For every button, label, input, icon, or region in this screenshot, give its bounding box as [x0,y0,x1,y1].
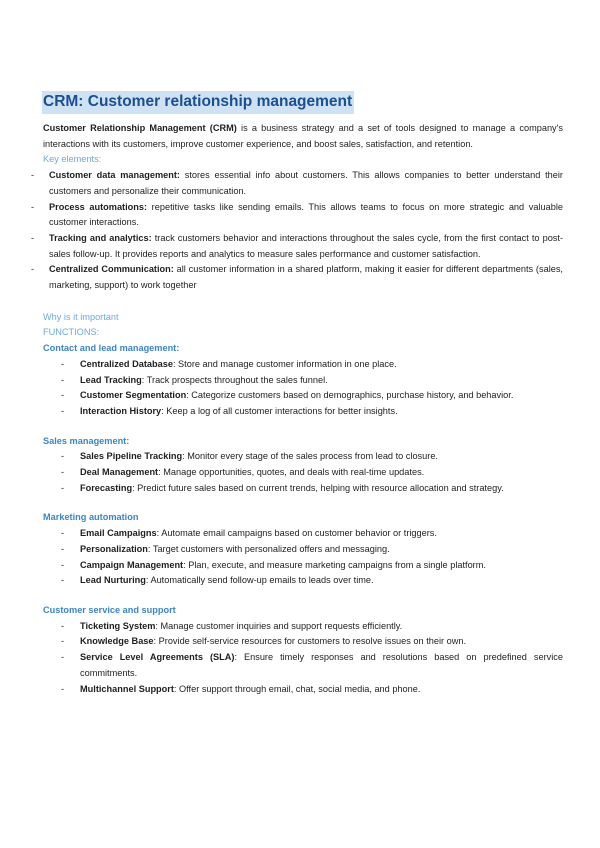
list-item [43,573,563,589]
item-text: : Plan, execute, and measure marketing campaigns from a single platform. [183,559,486,570]
item-text: : Manage customer inquiries and support requests efficiently. [155,620,403,631]
list-item [43,465,563,481]
item-text: : Target customers with personalized offers and messaging. [147,543,390,554]
list-item [43,526,563,542]
item-term: Knowledge Base [80,636,154,647]
list-item [43,619,563,635]
key-elements-label: Key elements: [43,154,102,165]
intro-paragraph [43,121,563,152]
page-title: CRM: Customer relationship management [42,91,354,114]
item-term: Multichannel Support [80,683,174,694]
item-text: : Monitor every stage of the sales process from lead to closure. [182,451,438,462]
item-text: repetitive tasks like sending emails. This allows teams to focus on more strategic and valuable customer interactions. [49,201,564,228]
item-text: : Automate email campaigns based on customer behavior or triggers. [156,528,437,539]
item-term: Interaction History [80,405,162,416]
item-text: : Manage opportunities, quotes, and deals with real-time updates. [158,467,425,478]
item-text: all customer information in a shared platform, making it easier for different departments (sales, marketing, support) to work together [49,264,563,291]
customer-support-list [43,619,563,698]
list-item [43,558,563,574]
item-term: Campaign Management [80,559,184,570]
sales-management-list [43,449,563,496]
list-item [43,404,563,420]
item-term: Centralized Database [80,358,173,369]
item-text: : Automatically send follow-up emails to leads over time. [145,575,374,586]
item-term: Personalization [80,543,148,554]
key-elements-list [43,168,563,294]
list-item [43,481,563,497]
list-item [43,357,563,373]
item-text: : Ensure timely responses and resolutions based on predefined service commitments. [80,652,563,678]
list-item [43,449,563,465]
item-term: Customer Segmentation [80,390,187,401]
item-text: : Provide self-service resources for customers to resolve issues on their own. [153,636,467,647]
section-heading-support: Customer service and support [43,604,176,615]
item-text: : Track prospects throughout the sales funnel. [141,374,328,385]
item-term: Email Campaigns [80,528,157,539]
intro-term: Customer Relationship Management (CRM) [43,123,237,133]
item-text: : Keep a log of all customer interactions for better insights. [161,405,398,416]
item-term: Lead Nurturing [80,575,146,586]
item-term: Centralized Communication: [49,264,174,275]
list-item [43,373,563,389]
list-item [43,650,563,681]
item-term: Deal Management [80,467,159,478]
list-item [43,542,563,558]
item-text: track customers behavior and interactions throughout the sales cycle, from the first contact to post-sales follow-up. It provides reports and analytics to measure sales performance and customer satisfaction. [49,232,564,259]
marketing-automation-list [43,526,563,589]
section-heading-marketing: Marketing automation [43,512,139,523]
contact-lead-list [43,357,563,420]
item-term: Service Level Agreements (SLA) [80,652,235,663]
intro-text: is a business strategy and a set of tools designed to manage a company's interactions with its customers, improve customer experience, and boost sales, satisfaction, and retention. [43,123,563,149]
item-term: Customer data management: [49,170,180,181]
functions-label: FUNCTIONS: [43,327,100,338]
list-item [43,168,563,199]
item-term: Forecasting [80,482,133,493]
item-text: : Offer support through email, chat, social media, and phone. [173,683,421,694]
section-heading-sales: Sales management: [43,435,130,446]
item-text: : Predict future sales based on current trends, helping with resource allocation and strategy. [132,482,504,493]
list-item [43,388,563,404]
item-term: Lead Tracking [80,374,142,385]
item-term: Tracking and analytics: [49,232,152,243]
item-term: Ticketing System [80,620,156,631]
list-item [43,262,563,293]
item-term: Sales Pipeline Tracking [80,451,183,462]
item-text: : Store and manage customer information in one place. [172,358,397,369]
item-text: stores essential info about customers. This allows companies to better understand their customers and personalize their communication. [49,170,563,196]
why-label: Why is it important [43,311,119,322]
item-text: : Categorize customers based on demographics, purchase history, and behavior. [186,390,514,401]
list-item [43,200,563,231]
section-heading-contact: Contact and lead management: [43,343,180,354]
document-body [43,121,563,697]
list-item [43,231,563,262]
list-item [43,682,563,698]
list-item [43,634,563,650]
item-term: Process automations: [49,201,148,212]
